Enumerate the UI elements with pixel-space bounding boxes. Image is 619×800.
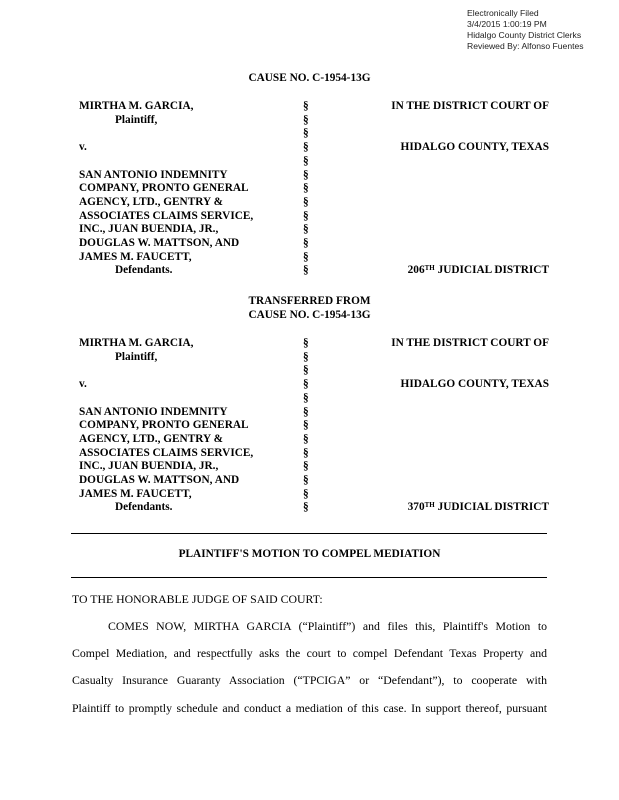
district-label: JUDICIAL DISTRICT	[437, 264, 549, 277]
section-symbol: §	[303, 378, 309, 391]
stamp-line: 3/4/2015 1:00:19 PM	[467, 19, 547, 29]
section-symbol-column	[303, 100, 313, 278]
section-symbol: §	[303, 250, 309, 263]
party-line: JAMES M. FAUCETT,	[79, 487, 192, 500]
section-symbol: §	[303, 350, 309, 363]
court-line-2: HIDALGO COUNTY, TEXAS	[400, 141, 549, 154]
party-line: Plaintiff,	[115, 350, 158, 363]
caption-parties	[79, 100, 294, 278]
section-symbol: §	[303, 154, 309, 167]
section-symbol: §	[303, 100, 309, 112]
district-label: JUDICIAL DISTRICT	[437, 501, 549, 514]
section-symbol: §	[303, 501, 309, 514]
motion-body	[72, 619, 547, 728]
section-symbol: §	[303, 168, 309, 181]
party-line: COMPANY, PRONTO GENERAL	[79, 182, 249, 195]
motion-title: PLAINTIFF'S MOTION TO COMPEL MEDIATION	[178, 548, 441, 560]
section-symbol: §	[303, 127, 309, 140]
section-symbol: §	[303, 209, 309, 222]
body-line: Compel Mediation, and respectfully asks the court to compel Defendant Texas Property and	[72, 646, 547, 661]
judicial-district	[329, 501, 549, 515]
section-symbol: §	[303, 391, 309, 404]
court-line-2: HIDALGO COUNTY, TEXAS	[400, 378, 549, 391]
district-suffix: TH	[424, 264, 435, 273]
party-line: v.	[79, 378, 87, 391]
body-line: Casualty Insurance Guaranty Association (“TPCIGA” or “Defendant”), to cooperate with	[72, 673, 547, 688]
section-symbol: §	[303, 487, 309, 500]
party-line: AGENCY, LTD., GENTRY &	[79, 432, 223, 445]
party-line: INC., JUAN BUENDIA, JR.,	[79, 223, 219, 236]
party-line	[79, 127, 294, 141]
party-line: v.	[79, 141, 87, 154]
section-symbol: §	[303, 337, 309, 349]
section-symbol: §	[303, 113, 309, 126]
section-symbol-column	[303, 337, 313, 515]
party-line	[79, 392, 294, 406]
section-symbol: §	[303, 432, 309, 445]
party-line: Defendants.	[115, 264, 173, 277]
court-line-1: IN THE DISTRICT COURT OF	[391, 337, 549, 349]
section-symbol: §	[303, 446, 309, 459]
salutation: TO THE HONORABLE JUDGE OF SAID COURT:	[72, 592, 323, 606]
section-symbol: §	[303, 364, 309, 377]
party-line: ASSOCIATES CLAIMS SERVICE,	[79, 209, 254, 222]
stamp-line: Electronically Filed	[467, 8, 539, 18]
party-line: INC., JUAN BUENDIA, JR.,	[79, 460, 219, 473]
transferred-line-1: TRANSFERRED FROM	[248, 295, 371, 307]
party-line: ASSOCIATES CLAIMS SERVICE,	[79, 446, 254, 459]
section-symbol: §	[303, 264, 309, 277]
section-symbol: §	[303, 419, 309, 432]
party-line: SAN ANTONIO INDEMNITY	[79, 168, 228, 181]
party-line: JAMES M. FAUCETT,	[79, 250, 192, 263]
caption-parties	[79, 337, 294, 515]
section-symbol: §	[303, 405, 309, 418]
body-line: COMES NOW, MIRTHA GARCIA (“Plaintiff”) and files this, Plaintiff's Motion to	[108, 619, 547, 633]
title-rule-bottom	[71, 577, 547, 578]
party-line	[79, 155, 294, 169]
court-line-1: IN THE DISTRICT COURT OF	[391, 100, 549, 112]
court-designation	[329, 337, 549, 515]
section-symbol: §	[303, 223, 309, 236]
section-symbol: §	[303, 195, 309, 208]
district-number: 370	[407, 501, 425, 514]
party-line: MIRTHA M. GARCIA,	[79, 337, 194, 349]
court-designation	[329, 100, 549, 278]
party-line: DOUGLAS W. MATTSON, AND	[79, 237, 240, 250]
cause-number: CAUSE NO. C-1954-13G	[248, 72, 371, 84]
party-line	[79, 364, 294, 378]
section-symbol: §	[303, 237, 309, 250]
party-line: COMPANY, PRONTO GENERAL	[79, 419, 249, 432]
stamp-line: Hidalgo County District Clerks	[467, 30, 582, 40]
party-line: AGENCY, LTD., GENTRY &	[79, 195, 223, 208]
district-number: 206	[407, 264, 425, 277]
party-line: DOUGLAS W. MATTSON, AND	[79, 474, 240, 487]
body-line: Plaintiff to promptly schedule and conduct a mediation of this case. In support thereof, pursuant	[72, 700, 547, 715]
party-line: Plaintiff,	[115, 113, 158, 126]
party-line: MIRTHA M. GARCIA,	[79, 100, 194, 112]
judicial-district	[329, 264, 549, 278]
party-line: Defendants.	[115, 501, 173, 514]
party-line: SAN ANTONIO INDEMNITY	[79, 405, 228, 418]
district-suffix: TH	[424, 501, 435, 510]
section-symbol: §	[303, 474, 309, 487]
transferred-from-heading	[0, 295, 619, 322]
title-rule-top	[71, 533, 547, 534]
section-symbol: §	[303, 460, 309, 473]
section-symbol: §	[303, 182, 309, 195]
section-symbol: §	[303, 141, 309, 154]
filing-stamp	[467, 8, 584, 52]
stamp-line: Reviewed By: Alfonso Fuentes	[467, 41, 584, 51]
transferred-line-2: CAUSE NO. C-1954-13G	[248, 308, 371, 321]
